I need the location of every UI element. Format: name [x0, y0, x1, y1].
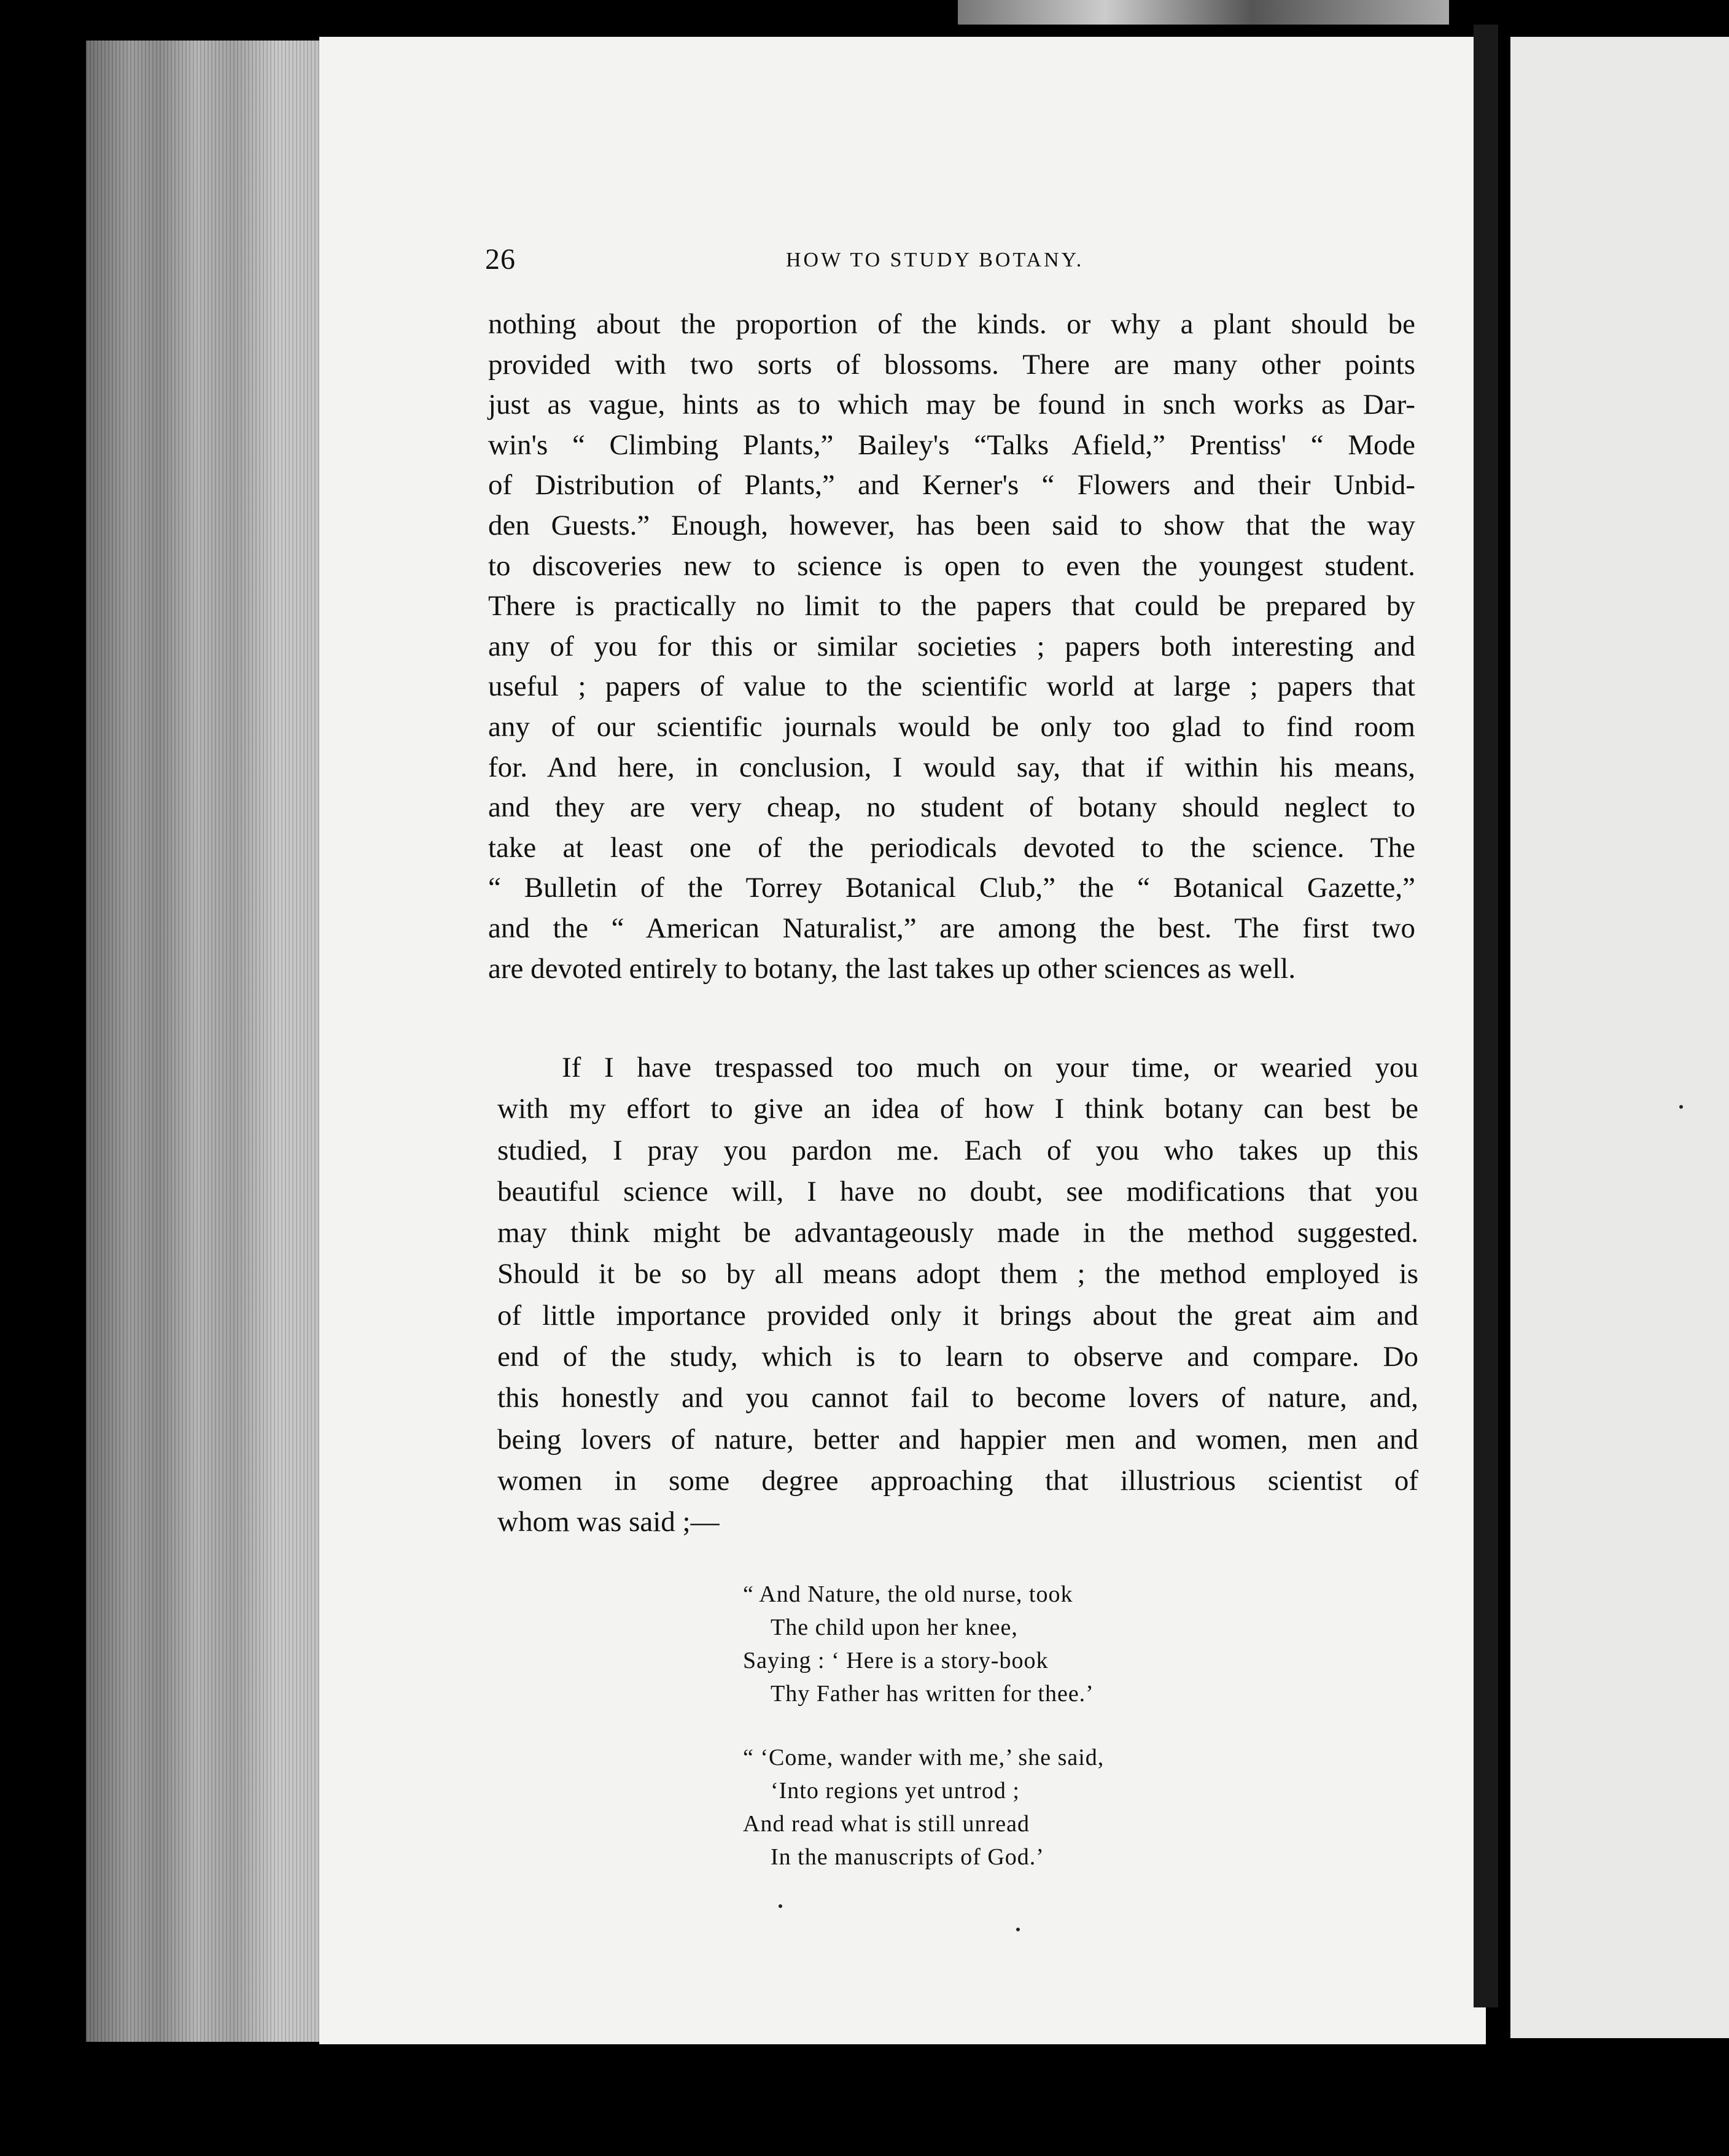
scan-top-strip [958, 0, 1449, 25]
text-line: may think might be advantageously made in the method suggested. [497, 1217, 1418, 1249]
text-line: If I have trespassed too much on your time, or wearied you [562, 1052, 1418, 1084]
verse-line: In the manuscripts of God.’ [771, 1844, 1044, 1870]
text-line: den Guests.” Enough, however, has been said to show that the way [488, 509, 1415, 541]
text-line: of little importance provided only it brings about the great aim and [497, 1299, 1418, 1332]
text-line: whom was said ;— [497, 1506, 720, 1538]
poem-stanza-2 [743, 1741, 1234, 1874]
paragraph-1 [488, 304, 1415, 989]
text-line: women in some degree approaching that illustrious scientist of [497, 1464, 1418, 1497]
text-line: any of you for this or similar societies ; papers both interesting and [488, 630, 1415, 662]
text-line: to discoveries new to science is open to even the youngest student. [488, 549, 1415, 582]
text-line: useful ; papers of value to the scientific world at large ; papers that [488, 670, 1415, 703]
text-line: win's “ Climbing Plants,” Bailey's “Talks Afield,” Prentiss' “ Mode [488, 428, 1415, 461]
text-line: end of the study, which is to learn to observe and compare. Do [497, 1341, 1418, 1373]
text-line: nothing about the proportion of the kinds. or why a plant should be [488, 308, 1415, 340]
text-line: any of our scientific journals would be only too glad to find room [488, 710, 1415, 743]
text-line: just as vague, hints as to which may be found in snch works as Dar- [488, 389, 1415, 421]
facing-page [1510, 37, 1729, 2038]
verse-line: Saying : ‘ Here is a story-book [743, 1648, 1049, 1673]
running-head [485, 242, 1418, 285]
scan-speck [1016, 1928, 1020, 1931]
scan-speck [1679, 1105, 1683, 1109]
text-line: There is practically no limit to the papers that could be prepared by [488, 590, 1415, 622]
text-line: are devoted entirely to botany, the last takes up other sciences as well. [488, 952, 1296, 985]
book-page-edges [86, 41, 332, 2042]
text-line: with my effort to give an idea of how I think botany can best be [497, 1093, 1418, 1125]
verse-line: ‘Into regions yet untrod ; [771, 1778, 1020, 1804]
text-line: and they are very cheap, no student of botany should neglect to [488, 791, 1415, 824]
text-line: this honestly and you cannot fail to become lovers of nature, and, [497, 1382, 1418, 1414]
running-title: HOW TO STUDY BOTANY. [786, 249, 1084, 271]
text-line: studied, I pray you pardon me. Each of you who takes up this [497, 1134, 1418, 1166]
verse-line: The child upon her knee, [771, 1615, 1018, 1640]
scan-speck [779, 1904, 782, 1908]
text-line: take at least one of the periodicals devoted to the science. The [488, 831, 1415, 864]
gutter-shadow [1474, 25, 1498, 2007]
poem-quotation [743, 1578, 1234, 1904]
text-line: being lovers of nature, better and happier men and women, men and [497, 1423, 1418, 1456]
page-number: 26 [485, 243, 516, 276]
verse-line: And read what is still unread [743, 1811, 1030, 1837]
verse-line: “ And Nature, the old nurse, took [743, 1581, 1073, 1607]
poem-stanza-1 [743, 1578, 1234, 1710]
text-line: Should it be so by all means adopt them ; the method employed is [497, 1258, 1418, 1290]
text-line: and the “ American Naturalist,” are among the best. The first two [488, 912, 1415, 944]
text-line: provided with two sorts of blossoms. There are many other points [488, 348, 1415, 381]
text-line: of Distribution of Plants,” and Kerner's “ Flowers and their Unbid- [488, 469, 1415, 502]
verse-line: “ ‘Come, wander with me,’ she said, [743, 1745, 1105, 1770]
text-line: for. And here, in conclusion, I would say, that if within his means, [488, 751, 1415, 783]
text-line: beautiful science will, I have no doubt, see modifications that you [497, 1175, 1418, 1208]
text-line: “ Bulletin of the Torrey Botanical Club,” the “ Botanical Gazette,” [488, 872, 1415, 904]
paragraph-2 [497, 1047, 1418, 1543]
verse-line: Thy Father has written for thee.’ [771, 1681, 1094, 1707]
